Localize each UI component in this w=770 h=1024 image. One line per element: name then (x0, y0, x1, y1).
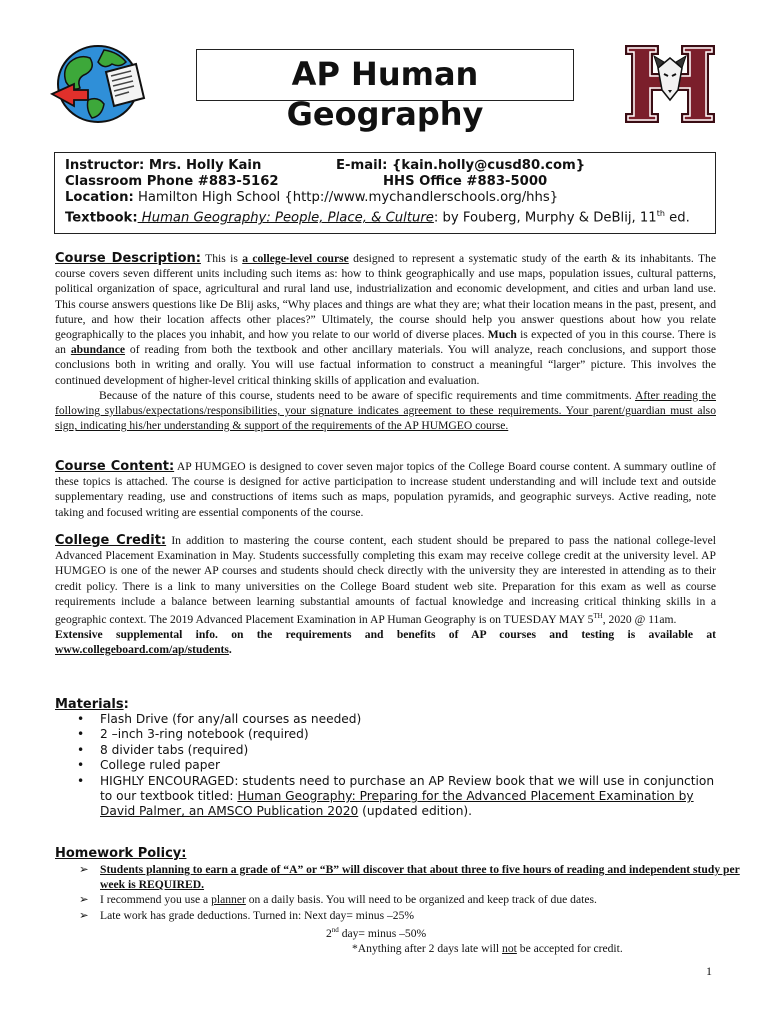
course-content: Course Content: AP HUMGEO is designed to cover seven major topics of the College Board course content. A summary outline of these topics is attached. The course is designed for active participation to increase student understanding and will include text and outside supplementary reading, use and constructions of items such as maps, population pyramids, and geographic surveys. Active reading, note taking and focused writing are essential components of the course. (55, 459, 716, 519)
textbook-title: Human Geography: People, Place, & Culture (137, 210, 434, 226)
list-item: • Flash Drive (for any/all courses as needed) (55, 712, 725, 727)
list-item: ➢ I recommend you use a planner on a daily basis. You will need to be organized and keep track of due dates. (79, 893, 597, 907)
instructor-line: Instructor: Mrs. Holly Kain (65, 158, 262, 173)
list-item: • College ruled paper (55, 758, 725, 773)
letter-h-husky-logo-icon (624, 44, 716, 124)
signature-agreement: After reading the following syllabus/expectations/responsibilities, your signature indicates agreement to these requirements. Your parent/guardian must also sign, indicating his/her understanding & support of the requirements of the AP HUMGEO course. (55, 388, 717, 433)
course-description: Course Description: This is a college-level course designed to represent a systematic study of the earth & its inhabitants. The course covers seven different units including such items as: how to think geographically and use maps, population issues, cultural patterns, political organization of space, agricultural and rural land use, industrialization and economic development, and cities and urban land use. This course answers questions like De Blij asks, “Why places and things are what they are; what their location means in the past, present, and future, and how their location affects other places?” Ultimately, the course should help you answer questions about how you relate geographically to the places you inhabit, and how you relate to our world of diverse places. Much is expected of you in this course. There is an abundance of reading from both the textbook and other ancillary materials. You will analyze, reach conclusions, and support those conclusions both in writing and orally. You will use factual information to construct a meaningful “larger” picture. This involves the continued development of higher-level critical thinking skills of application and evaluation. Because of the nature of this course, students need to be aware of specific requirements and time commitments. After reading the following syllabus/expectations/responsibilities, your signature indicates agreement to these requirements. Your parent/guardian must also sign, indicating his/her understanding & support of the requirements of the AP HUMGEO course. (55, 251, 717, 433)
list-item: ➢ Late work has grade deductions. Turned in: Next day= minus –25% 2nd day= minus –50% *Anything after 2 days late will not be accepted for credit. (79, 908, 623, 955)
list-item: • 2 –inch 3-ring notebook (required) (55, 727, 725, 742)
collegeboard-link[interactable]: www.collegeboard.com/ap/students (55, 643, 229, 657)
college-credit-heading: College Credit: (55, 533, 167, 548)
classroom-phone: Classroom Phone #883-5162 (65, 174, 279, 189)
title-box (196, 49, 574, 133)
page-title-line2: Geography (286, 95, 484, 133)
arrowhead-bullet-icon: ➢ (79, 893, 89, 907)
materials-list (55, 712, 725, 820)
arrowhead-bullet-icon: ➢ (79, 863, 89, 876)
instructor-name: Mrs. Holly Kain (148, 158, 262, 173)
location-line: Location: Hamilton High School {http://www.mychandlerschools.org/hhs} (65, 190, 559, 205)
page-number: 1 (706, 964, 712, 978)
textbook-line: Textbook: Human Geography: People, Place, & Culture: by Fouberg, Murphy & DeBlij, 11th ed. (65, 209, 690, 226)
globe-news-icon (48, 38, 150, 126)
instructor-info-box (54, 152, 716, 234)
email-line: E-mail: {kain.holly@cusd80.com} (336, 158, 586, 173)
materials-heading: Materials: (55, 697, 129, 712)
arrowhead-bullet-icon: ➢ (79, 908, 89, 922)
email-value: {kain.holly@cusd80.com} (392, 158, 586, 173)
review-book-title: Human Geography: Preparing for the Advanced Placement Examination by David Palmer, an AMSCO Publication 2020 (100, 789, 694, 819)
location-value: Hamilton High School {http://www.mychandlerschools.org/hhs} (137, 190, 559, 205)
list-item: ➢ Students planning to earn a grade of “A” or “B” will discover that about three to five hours of reading and independent study per week is REQUIRED. (79, 863, 740, 892)
list-item: • HIGHLY ENCOURAGED: students need to purchase an AP Review book that we will use in conjunction to our textbook titled: Human Geography: Preparing for the Advanced Placement Examination by David Palmer, an AMSCO Publication 2020 (updated edition). (55, 774, 725, 820)
course-description-heading: Course Description: (55, 251, 201, 266)
page-title: AP Human (291, 55, 479, 93)
list-item: • 8 divider tabs (required) (55, 743, 725, 758)
office-phone: HHS Office #883-5000 (383, 174, 548, 189)
homework-heading: Homework Policy: (55, 846, 187, 861)
college-credit: College Credit: In addition to mastering the course content, each student should be prepared to pass the national college-level Advanced Placement Examination in May. Students successfully completing this exam may receive college credit at the university level. AP HUMGEO is one of the newer AP courses and students should check directly with the university they are interested in attending as to their credit policy. There is a link to many universities on the College Board student web site. Preparation for this exam as well as course requirements include a balance between learning substantial amounts of factual knowledge and increasing critical thinking skills in a geographic context. The 2019 Advanced Placement Examination in AP Human Geography is on TUESDAY MAY 5TH, 2020 @ 11am. Extensive supplemental info. on the requirements and benefits of AP courses and testing is available at www.collegeboard.com/ap/students. (55, 533, 716, 657)
homework-list (55, 862, 745, 956)
course-content-heading: Course Content: (55, 459, 175, 474)
